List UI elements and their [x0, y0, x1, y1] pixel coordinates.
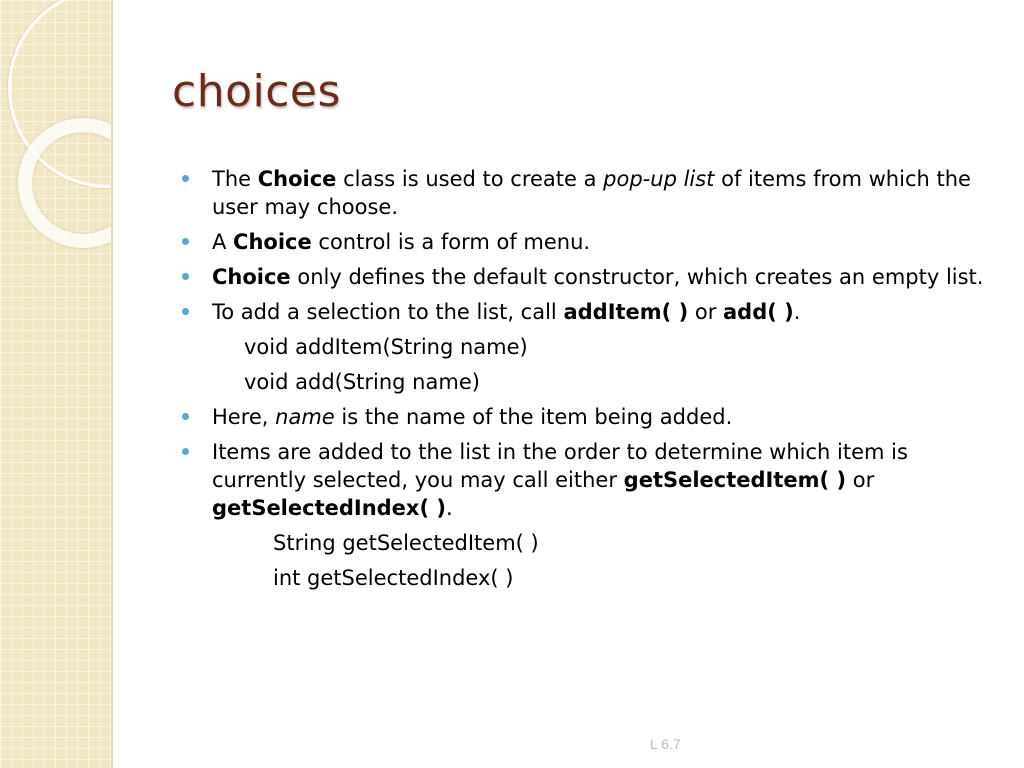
text: Here, — [212, 405, 276, 429]
text: Items are added to the list in the order to determine which item is currently selected, you may call either — [212, 440, 908, 492]
keyword: Choice — [257, 167, 337, 191]
keyword: getSelectedItem( ) — [623, 468, 847, 492]
text: . — [445, 496, 453, 520]
text: control is a form of menu. — [311, 230, 591, 254]
code-additem-signature: void addItem(String name) — [244, 335, 528, 359]
keyword: addItem( ) — [563, 300, 689, 324]
text: . — [793, 300, 801, 324]
bullet-choice-control — [180, 228, 1000, 256]
text: A — [212, 230, 234, 254]
keyword: Choice — [212, 265, 291, 289]
decorative-sidebar — [0, 0, 113, 768]
slide-title: choices — [172, 66, 341, 117]
text: is the name of the item being added. — [334, 405, 733, 429]
text: only defines the default constructor, which creates an empty list. — [290, 265, 984, 289]
text: or — [688, 300, 724, 324]
bullet-add-selection — [180, 298, 1000, 326]
bullet-name-param — [180, 403, 1000, 431]
bullet-items-order — [180, 438, 1000, 522]
bullet-choice-constructor — [180, 263, 1000, 291]
keyword: Choice — [233, 230, 312, 254]
keyword: add( ) — [723, 300, 794, 324]
text: class is used to create a — [336, 167, 604, 191]
text: of items from which the user may choose. — [212, 167, 971, 219]
keyword: getSelectedIndex( ) — [212, 496, 446, 520]
slide-number: L 6.7 — [650, 736, 681, 752]
slide-content — [180, 165, 1000, 599]
code-add-signature: void add(String name) — [244, 370, 480, 394]
text: or — [846, 468, 875, 492]
code-getselectedindex-signature: int getSelectedIndex( ) — [273, 566, 514, 590]
code-getselecteditem-signature: String getSelectedItem( ) — [273, 531, 539, 555]
emphasis: name — [275, 405, 335, 429]
text: The — [212, 167, 258, 191]
text: To add a selection to the list, call — [212, 300, 564, 324]
bullet-choice-class — [180, 165, 1000, 221]
emphasis: pop-up list — [603, 167, 715, 191]
